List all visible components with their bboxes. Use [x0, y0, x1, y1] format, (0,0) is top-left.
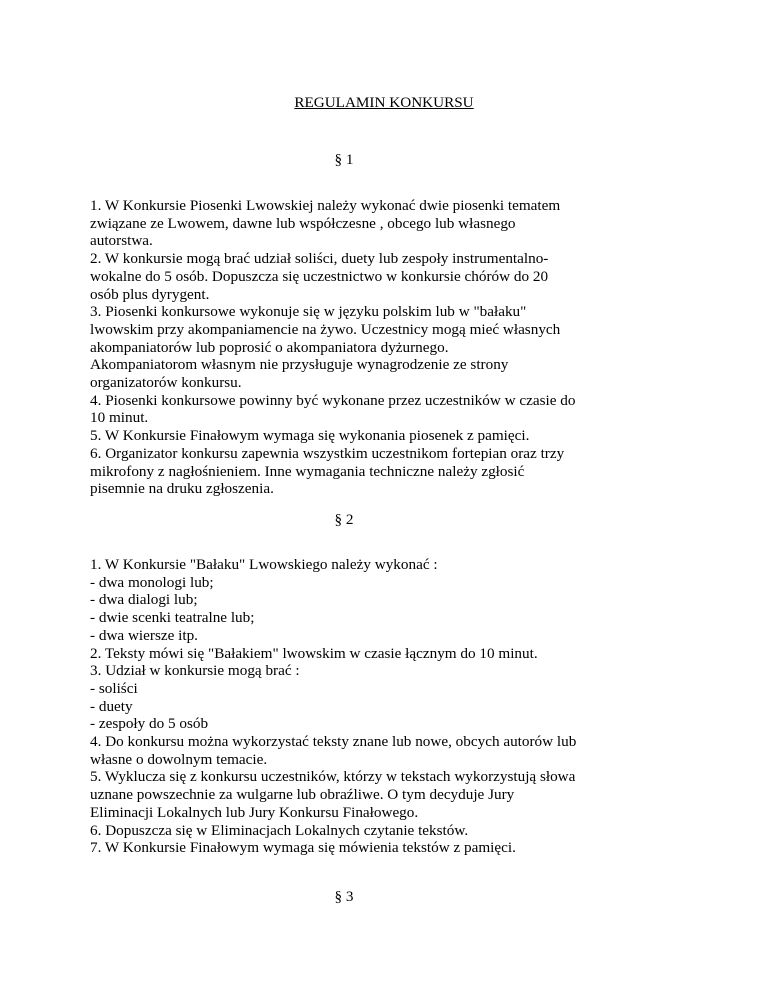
section-1-line: 10 minut. [90, 409, 149, 427]
section-2-line: - duety [90, 697, 133, 715]
section-2-line: 3. Udział w konkursie mogą brać : [90, 662, 300, 680]
section-1-line: lwowskim przy akompaniamencie na żywo. Uczestnicy mogą mieć własnych [90, 320, 561, 338]
section-1-line: organizatorów konkursu. [90, 374, 242, 392]
section-1-line: pisemnie na druku zgłoszenia. [90, 480, 274, 498]
section-1-line: 5. W Konkursie Finałowym wymaga się wykonania piosenek z pamięci. [90, 427, 530, 445]
section-1-line: 6. Organizator konkursu zapewnia wszystkim uczestnikom fortepian oraz trzy [90, 444, 565, 462]
section-2-line: - dwa monologi lub; [90, 573, 214, 591]
section-2-line: 1. W Konkursie "Bałaku" Lwowskiego należy wykonać : [90, 556, 438, 573]
section-1-line: mikrofony z nagłośnieniem. Inne wymagania techniczne należy zgłosić [90, 462, 525, 480]
section-2-line: 7. W Konkursie Finałowym wymaga się mówienia tekstów z pamięci. [90, 839, 516, 857]
section-3-heading: § 3 [334, 888, 354, 905]
section-1-line: Akompaniatorom własnym nie przysługuje wynagrodzenie ze strony [90, 356, 509, 374]
section-1-line: osób plus dyrygent. [90, 285, 210, 303]
section-1-heading: § 1 [334, 151, 354, 168]
section-1-line: 2. W konkursie mogą brać udział soliści, duety lub zespoły instrumentalno- [90, 250, 549, 268]
section-1-line: 3. Piosenki konkursowe wykonuje się w języku polskim lub w "bałaku" [90, 303, 527, 321]
section-1-body [90, 197, 602, 498]
section-2-line: - soliści [90, 679, 138, 697]
section-2-line: - dwa wiersze itp. [90, 626, 198, 644]
section-2-line: - dwa dialogi lub; [90, 591, 198, 609]
section-2-line: 5. Wyklucza się z konkursu uczestników, którzy w tekstach wykorzystują słowa [90, 768, 576, 786]
section-2-line: - zespoły do 5 osób [90, 715, 209, 733]
section-2-line: własne o dowolnym temacie. [90, 750, 268, 768]
section-2-line: - dwie scenki teatralne lub; [90, 609, 255, 627]
section-1-line: związane ze Lwowem, dawne lub współczesne , obcego lub własnego [90, 214, 516, 232]
section-2-heading: § 2 [334, 511, 354, 528]
section-1-line: wokalne do 5 osób. Dopuszcza się uczestnictwo w konkursie chórów do 20 [90, 267, 549, 285]
section-2-line: uznane powszechnie za wulgarne lub obraźliwe. O tym decyduje Jury [90, 786, 515, 804]
section-2-line: 6. Dopuszcza się w Eliminacjach Lokalnych czytanie tekstów. [90, 821, 469, 839]
section-1-line: 1. W Konkursie Piosenki Lwowskiej należy wykonać dwie piosenki tematem [90, 197, 561, 214]
section-1-line: 4. Piosenki konkursowe powinny być wykonane przez uczestników w czasie do [90, 391, 576, 409]
section-2-line: 2. Teksty mówi się "Bałakiem" lwowskim w czasie łącznym do 10 minut. [90, 644, 538, 662]
section-2-line: 4. Do konkursu można wykorzystać teksty znane lub nowe, obcych autorów lub [90, 733, 577, 751]
section-1-line: akompaniatorów lub poprosić o akompaniatora dyżurnego. [90, 338, 449, 356]
section-2-body [90, 556, 602, 857]
section-1-line: autorstwa. [90, 232, 153, 250]
section-2-line: Eliminacji Lokalnych lub Jury Konkursu Finałowego. [90, 803, 419, 821]
document-title: REGULAMIN KONKURSU [294, 94, 474, 111]
